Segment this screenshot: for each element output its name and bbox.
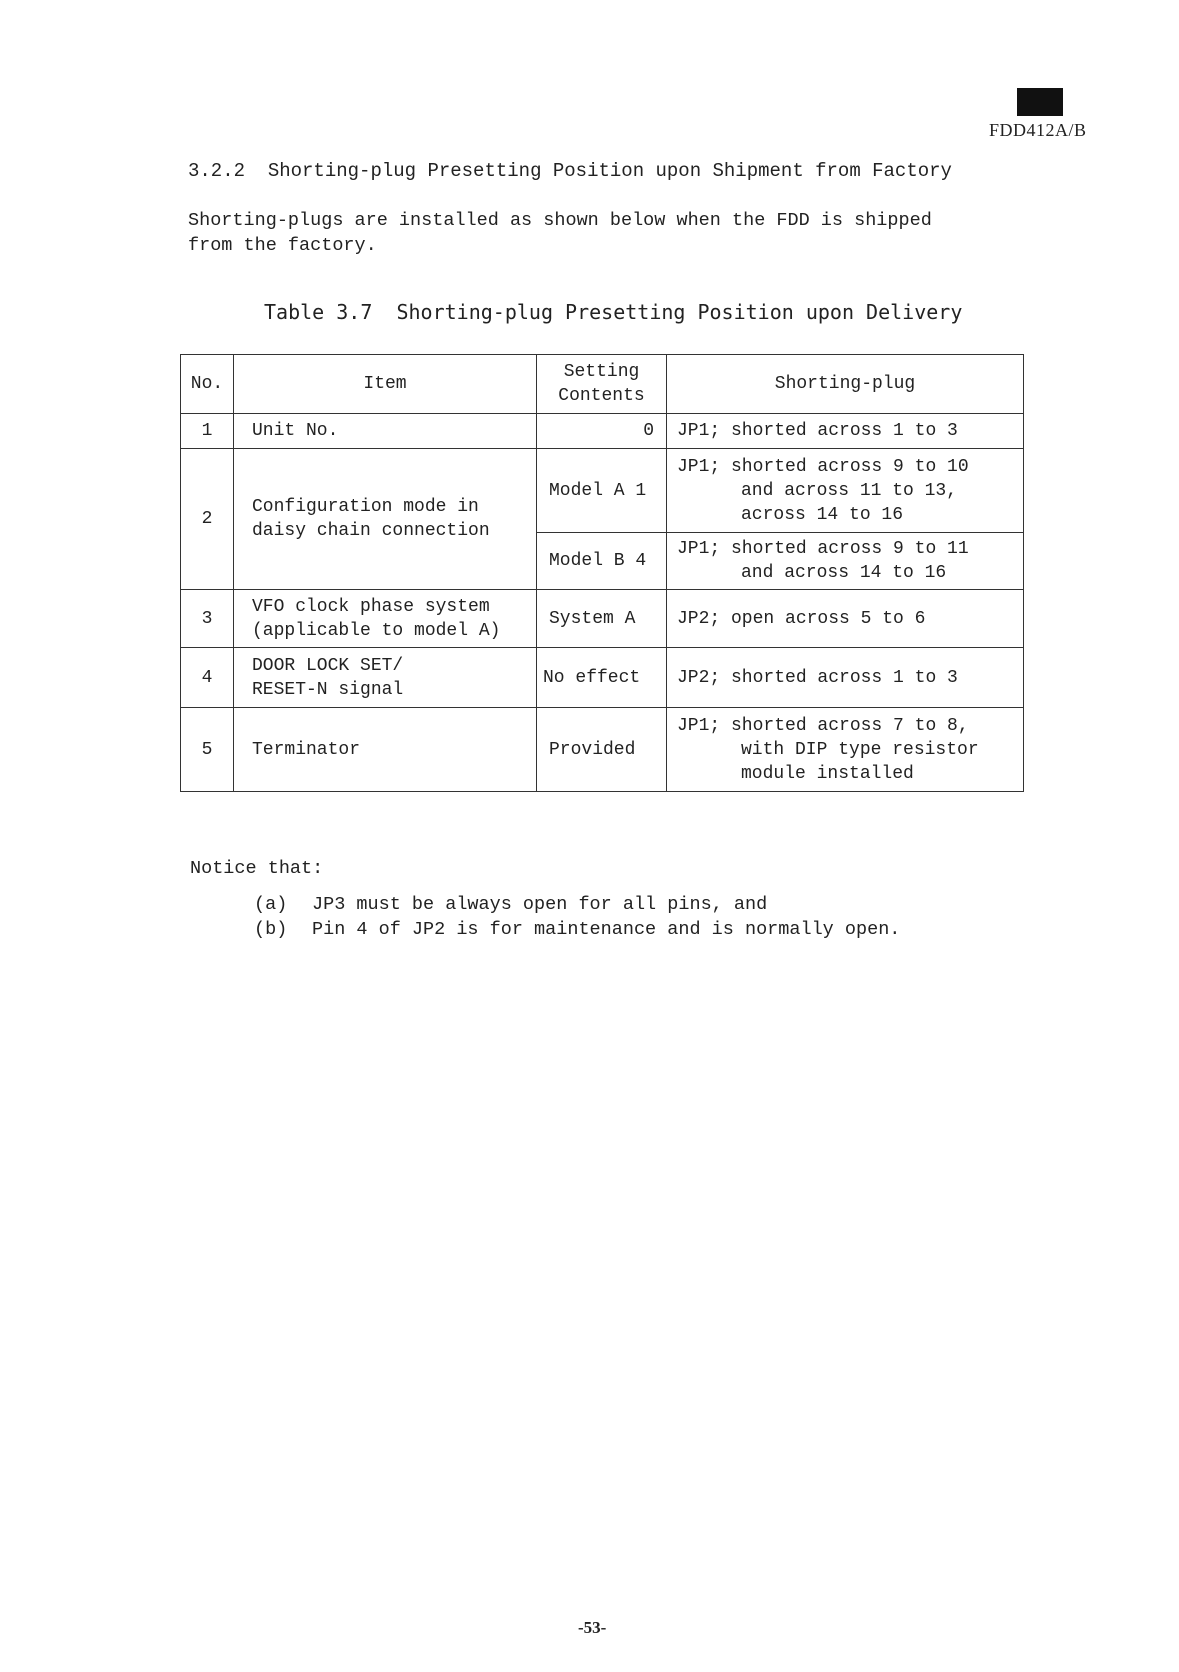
notice-item-label: (a) <box>254 894 288 915</box>
corner-tab-mark <box>1017 88 1063 116</box>
cell-setting: 0 <box>537 414 667 449</box>
section-title: Shorting-plug Presetting Position upon Shipment from Factory <box>267 160 952 182</box>
plug-line: JP1; shorted across 9 to 10 <box>677 456 969 477</box>
plug-line: JP2; shorted across 1 to 3 <box>677 667 958 688</box>
cell-item <box>234 449 537 590</box>
intro-paragraph <box>188 208 932 258</box>
table-row <box>181 590 1024 648</box>
header-setting-line: Contents <box>558 386 645 406</box>
plug-line: module installed <box>741 763 914 784</box>
header-plug: Shorting-plug <box>667 355 1024 414</box>
header-no: No. <box>181 355 234 414</box>
plug-line: and across 14 to 16 <box>741 563 947 583</box>
notice-item-text: Pin 4 of JP2 is for maintenance and is normally open. <box>312 919 901 940</box>
table-row <box>181 708 1024 792</box>
page-number: -53- <box>578 1618 607 1637</box>
table-caption: Table 3.7 Shorting-plug Presetting Position upon Delivery <box>264 300 963 324</box>
table-row <box>181 414 1024 449</box>
table-header-row <box>181 355 1024 414</box>
plug-line: JP1; shorted across 1 to 3 <box>677 421 958 441</box>
cell-item <box>234 414 537 449</box>
item-line: Configuration mode in <box>252 497 479 517</box>
table-row <box>181 648 1024 708</box>
item-line: DOOR LOCK SET/ <box>252 655 404 676</box>
header-setting-line: Setting <box>563 362 640 382</box>
notice-list <box>254 892 900 942</box>
cell-plug <box>667 414 1024 449</box>
plug-line: JP1; shorted across 9 to 11 <box>677 539 969 559</box>
intro-line: from the factory. <box>188 235 377 256</box>
cell-setting: Model A 1 <box>537 449 667 533</box>
notice-item <box>254 917 900 942</box>
item-line: RESET-N signal <box>252 679 404 700</box>
shorting-plug-table <box>180 354 1024 792</box>
cell-item <box>234 648 537 708</box>
cell-plug <box>667 533 1024 590</box>
plug-line: JP1; shorted across 7 to 8, <box>677 715 969 736</box>
notice-item-text: JP3 must be always open for all pins, and <box>312 894 768 915</box>
cell-setting: Model B 4 <box>537 533 667 590</box>
cell-plug <box>667 449 1024 533</box>
item-line: Terminator <box>252 739 361 760</box>
item-line: VFO clock phase system <box>252 596 490 617</box>
cell-plug <box>667 648 1024 708</box>
cell-no: 5 <box>181 708 234 792</box>
header-setting <box>537 355 667 414</box>
section-heading <box>188 160 952 182</box>
notice-label: Notice that: <box>190 858 324 879</box>
cell-setting: System A <box>537 590 667 648</box>
notice-item <box>254 892 900 917</box>
cell-setting: Provided <box>537 708 667 792</box>
cell-item <box>234 590 537 648</box>
item-line: daisy chain connection <box>252 521 490 541</box>
cell-setting: No effect <box>537 648 667 708</box>
item-line: Unit No. <box>252 421 339 441</box>
table-row <box>181 449 1024 533</box>
cell-plug <box>667 708 1024 792</box>
intro-line: Shorting-plugs are installed as shown below when the FDD is shipped <box>188 210 932 231</box>
document-id: FDD412A/B <box>989 120 1087 140</box>
notice-item-label: (b) <box>254 919 288 940</box>
cell-item <box>234 708 537 792</box>
cell-no: 1 <box>181 414 234 449</box>
section-number: 3.2.2 <box>188 160 246 182</box>
cell-plug <box>667 590 1024 648</box>
cell-no: 4 <box>181 648 234 708</box>
cell-no: 3 <box>181 590 234 648</box>
plug-line: with DIP type resistor <box>741 739 979 760</box>
plug-line: JP2; open across 5 to 6 <box>677 608 926 629</box>
cell-no: 2 <box>181 449 234 590</box>
plug-line: across 14 to 16 <box>741 504 904 525</box>
plug-line: and across 11 to 13, <box>741 480 958 501</box>
item-line: (applicable to model A) <box>252 620 501 641</box>
header-item: Item <box>234 355 537 414</box>
